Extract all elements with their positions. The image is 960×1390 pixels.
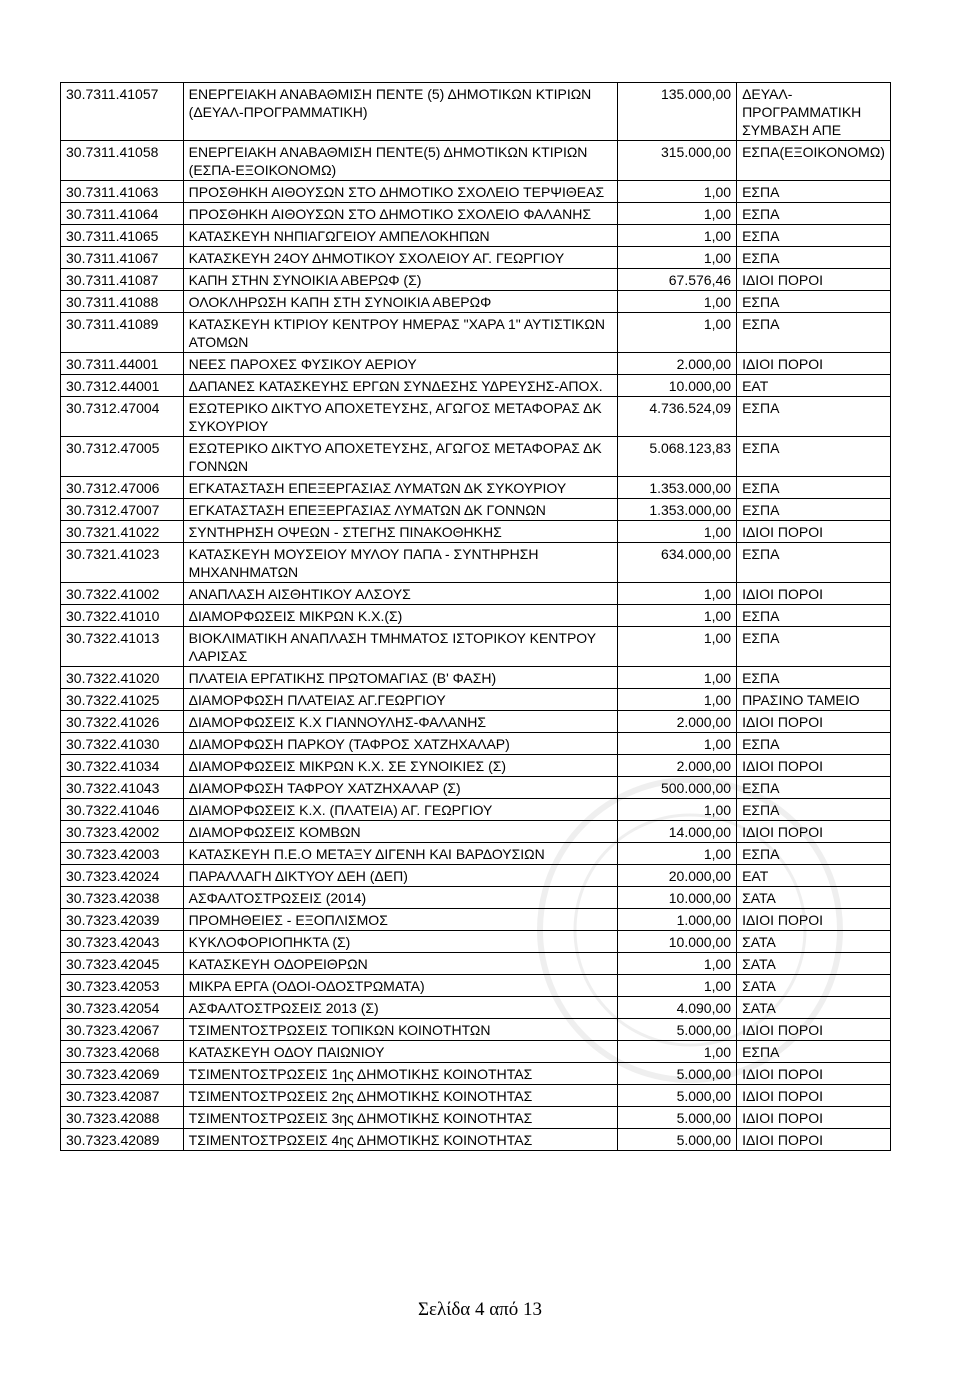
row-code: 30.7323.42087 [61,1085,184,1107]
table-row [61,733,891,755]
row-amount: 5.000,00 [617,1063,736,1085]
row-description: ΔΑΠΑΝΕΣ ΚΑΤΑΣΚΕΥΗΣ ΕΡΓΩΝ ΣΥΝΔΕΣΗΣ ΥΔΡΕΥΣΗΣ-ΑΠΟΧ. [183,375,617,397]
table-row [61,499,891,521]
row-funding-source: ΕΣΠΑ [737,499,891,521]
table-row [61,477,891,499]
row-funding-source: ΙΔΙΟΙ ΠΟΡΟΙ [737,755,891,777]
table-row [61,375,891,397]
table-row [61,843,891,865]
row-amount: 1,00 [617,225,736,247]
row-description: ΠΡΟΣΘΗΚΗ ΑΙΘΟΥΣΩΝ ΣΤΟ ΔΗΜΟΤΙΚΟ ΣΧΟΛΕΙΟ ΤΕΡΨΙΘΕΑΣ [183,181,617,203]
row-code: 30.7321.41023 [61,543,184,583]
row-funding-source: ΕΣΠΑ [737,667,891,689]
table-row [61,777,891,799]
row-amount: 10.000,00 [617,887,736,909]
row-funding-source: ΙΔΙΟΙ ΠΟΡΟΙ [737,1085,891,1107]
row-funding-source: ΕΣΠΑ [737,437,891,477]
row-description: ΚΑΤΑΣΚΕΥΗ ΝΗΠΙΑΓΩΓΕΙΟΥ ΑΜΠΕΛΟΚΗΠΩΝ [183,225,617,247]
row-code: 30.7323.42054 [61,997,184,1019]
row-code: 30.7323.42067 [61,1019,184,1041]
row-funding-source: ΕΣΠΑ [737,799,891,821]
row-funding-source: ΕΣΠΑ [737,627,891,667]
table-row [61,141,891,181]
table-row [61,627,891,667]
row-funding-source: ΕΣΠΑ [737,397,891,437]
row-description: ΚΥΚΛΟΦΟΡΙΟΠΗΚΤΑ (Σ) [183,931,617,953]
row-amount: 4.736.524,09 [617,397,736,437]
row-funding-source: ΣΑΤΑ [737,887,891,909]
row-amount: 634.000,00 [617,543,736,583]
row-description: ΕΓΚΑΤΑΣΤΑΣΗ ΕΠΕΞΕΡΓΑΣΙΑΣ ΛΥΜΑΤΩΝ ΔΚ ΓΟΝΝΩΝ [183,499,617,521]
row-amount: 1,00 [617,181,736,203]
row-code: 30.7312.44001 [61,375,184,397]
budget-table-body [61,83,891,1151]
row-code: 30.7312.47005 [61,437,184,477]
row-funding-source: ΙΔΙΟΙ ΠΟΡΟΙ [737,1107,891,1129]
row-amount: 1,00 [617,247,736,269]
table-row [61,181,891,203]
row-description: ΚΑΤΑΣΚΕΥΗ Π.Ε.Ο ΜΕΤΑΞΥ ΔΙΓΕΝΗ ΚΑΙ ΒΑΡΔΟΥΣΙΩΝ [183,843,617,865]
row-code: 30.7322.41013 [61,627,184,667]
table-row [61,247,891,269]
row-amount: 14.000,00 [617,821,736,843]
row-description: ΔΙΑΜΟΡΦΩΣΗ ΠΑΡΚΟΥ (ΤΑΦΡΟΣ ΧΑΤΖΗΧΑΛΑΡ) [183,733,617,755]
row-amount: 1.353.000,00 [617,477,736,499]
row-code: 30.7322.41025 [61,689,184,711]
table-row [61,353,891,375]
table-row [61,1063,891,1085]
row-funding-source: ΕΣΠΑ [737,477,891,499]
row-description: ΕΓΚΑΤΑΣΤΑΣΗ ΕΠΕΞΕΡΓΑΣΙΑΣ ΛΥΜΑΤΩΝ ΔΚ ΣΥΚΟΥΡΙΟΥ [183,477,617,499]
table-row [61,543,891,583]
table-row [61,909,891,931]
row-code: 30.7322.41034 [61,755,184,777]
table-row [61,931,891,953]
row-amount: 5.000,00 [617,1129,736,1151]
row-amount: 10.000,00 [617,931,736,953]
row-description: ΠΡΟΜΗΘΕΙΕΣ - ΕΞΟΠΛΙΣΜΟΣ [183,909,617,931]
row-amount: 4.090,00 [617,997,736,1019]
row-description: ΤΣΙΜΕΝΤΟΣΤΡΩΣΕΙΣ 2ης ΔΗΜΟΤΙΚΗΣ ΚΟΙΝΟΤΗΤΑΣ [183,1085,617,1107]
row-funding-source: ΙΔΙΟΙ ΠΟΡΟΙ [737,1019,891,1041]
row-code: 30.7323.42038 [61,887,184,909]
row-funding-source: ΕΣΠΑ [737,843,891,865]
row-description: ΕΣΩΤΕΡΙΚΟ ΔΙΚΤΥΟ ΑΠΟΧΕΤΕΥΣΗΣ, ΑΓΩΓΟΣ ΜΕΤΑΦΟΡΑΣ ΔΚ ΓΟΝΝΩΝ [183,437,617,477]
table-row [61,291,891,313]
row-funding-source: ΕΣΠΑ [737,777,891,799]
budget-table [60,82,891,1151]
row-amount: 1,00 [617,203,736,225]
table-row [61,1129,891,1151]
table-row [61,821,891,843]
row-description: ΔΙΑΜΟΡΦΩΣΕΙΣ Κ.Χ. (ΠΛΑΤΕΙΑ) ΑΓ. ΓΕΩΡΓΙΟΥ [183,799,617,821]
row-description: ΤΣΙΜΕΝΤΟΣΤΡΩΣΕΙΣ 4ης ΔΗΜΟΤΙΚΗΣ ΚΟΙΝΟΤΗΤΑΣ [183,1129,617,1151]
row-funding-source: ΕΣΠΑ [737,181,891,203]
row-amount: 500.000,00 [617,777,736,799]
row-description: ΝΕΕΣ ΠΑΡΟΧΕΣ ΦΥΣΙΚΟΥ ΑΕΡΙΟΥ [183,353,617,375]
table-row [61,225,891,247]
row-funding-source: ΙΔΙΟΙ ΠΟΡΟΙ [737,1063,891,1085]
row-amount: 315.000,00 [617,141,736,181]
table-row [61,1107,891,1129]
row-amount: 1.000,00 [617,909,736,931]
row-amount: 5.000,00 [617,1019,736,1041]
row-code: 30.7323.42043 [61,931,184,953]
row-amount: 5.000,00 [617,1107,736,1129]
row-description: ΑΝΑΠΛΑΣΗ ΑΙΣΘΗΤΙΚΟΥ ΑΛΣΟΥΣ [183,583,617,605]
row-description: ΔΙΑΜΟΡΦΩΣΕΙΣ Κ.Χ ΓΙΑΝΝΟΥΛΗΣ-ΦΑΛΑΝΗΣ [183,711,617,733]
table-row [61,269,891,291]
row-code: 30.7312.47007 [61,499,184,521]
row-code: 30.7312.47006 [61,477,184,499]
row-description: ΚΑΤΑΣΚΕΥΗ ΜΟΥΣΕΙΟΥ ΜΥΛΟΥ ΠΑΠΑ - ΣΥΝΤΗΡΗΣΗ ΜΗΧΑΝΗΜΑΤΩΝ [183,543,617,583]
row-code: 30.7311.41065 [61,225,184,247]
row-amount: 1,00 [617,583,736,605]
row-code: 30.7322.41043 [61,777,184,799]
row-code: 30.7311.41088 [61,291,184,313]
row-funding-source: ΙΔΙΟΙ ΠΟΡΟΙ [737,711,891,733]
row-funding-source: ΕΣΠΑ [737,605,891,627]
row-code: 30.7311.41064 [61,203,184,225]
row-description: ΟΛΟΚΛΗΡΩΣΗ ΚΑΠΗ ΣΤΗ ΣΥΝΟΙΚΙΑ ΑΒΕΡΩΦ [183,291,617,313]
row-code: 30.7311.41087 [61,269,184,291]
row-description: ΤΣΙΜΕΝΤΟΣΤΡΩΣΕΙΣ 3ης ΔΗΜΟΤΙΚΗΣ ΚΟΙΝΟΤΗΤΑΣ [183,1107,617,1129]
row-amount: 1,00 [617,843,736,865]
table-row [61,711,891,733]
table-row [61,1019,891,1041]
row-description: ΑΣΦΑΛΤΟΣΤΡΩΣΕΙΣ (2014) [183,887,617,909]
row-funding-source: ΙΔΙΟΙ ΠΟΡΟΙ [737,821,891,843]
row-funding-source: ΙΔΙΟΙ ΠΟΡΟΙ [737,353,891,375]
row-code: 30.7323.42069 [61,1063,184,1085]
row-funding-source: ΙΔΙΟΙ ΠΟΡΟΙ [737,1129,891,1151]
row-funding-source: ΙΔΙΟΙ ΠΟΡΟΙ [737,583,891,605]
table-row [61,1041,891,1063]
row-code: 30.7322.41046 [61,799,184,821]
row-description: ΜΙΚΡΑ ΕΡΓΑ (ΟΔΟΙ-ΟΔΟΣΤΡΩΜΑΤΑ) [183,975,617,997]
row-amount: 1,00 [617,627,736,667]
row-funding-source: ΕΣΠΑ [737,247,891,269]
row-funding-source: ΕΣΠΑ [737,203,891,225]
row-amount: 1,00 [617,733,736,755]
row-description: ΚΑΤΑΣΚΕΥΗ ΟΔΟΥ ΠΑΙΩΝΙΟΥ [183,1041,617,1063]
row-funding-source: ΕΣΠΑ [737,733,891,755]
row-funding-source: ΕΣΠΑ [737,291,891,313]
row-description: ΤΣΙΜΕΝΤΟΣΤΡΩΣΕΙΣ ΤΟΠΙΚΩΝ ΚΟΙΝΟΤΗΤΩΝ [183,1019,617,1041]
row-amount: 2.000,00 [617,353,736,375]
table-row [61,755,891,777]
table-row [61,437,891,477]
row-description: ΚΑΠΗ ΣΤΗΝ ΣΥΝΟΙΚΙΑ ΑΒΕΡΩΦ (Σ) [183,269,617,291]
table-row [61,997,891,1019]
row-code: 30.7322.41002 [61,583,184,605]
row-code: 30.7322.41030 [61,733,184,755]
row-funding-source: ΙΔΙΟΙ ΠΟΡΟΙ [737,269,891,291]
row-amount: 1,00 [617,667,736,689]
row-code: 30.7323.42002 [61,821,184,843]
row-code: 30.7321.41022 [61,521,184,543]
row-code: 30.7323.42068 [61,1041,184,1063]
row-description: ΔΙΑΜΟΡΦΩΣΗ ΤΑΦΡΟΥ ΧΑΤΖΗΧΑΛΑΡ (Σ) [183,777,617,799]
row-description: ΠΛΑΤΕΙΑ ΕΡΓΑΤΙΚΗΣ ΠΡΩΤΟΜΑΓΙΑΣ (Β' ΦΑΣΗ) [183,667,617,689]
row-code: 30.7322.41026 [61,711,184,733]
table-row [61,667,891,689]
row-description: ΤΣΙΜΕΝΤΟΣΤΡΩΣΕΙΣ 1ης ΔΗΜΟΤΙΚΗΣ ΚΟΙΝΟΤΗΤΑΣ [183,1063,617,1085]
row-code: 30.7311.41063 [61,181,184,203]
row-code: 30.7312.47004 [61,397,184,437]
table-row [61,887,891,909]
row-description: ΚΑΤΑΣΚΕΥΗ 24ΟΥ ΔΗΜΟΤΙΚΟΥ ΣΧΟΛΕΙΟΥ ΑΓ. ΓΕΩΡΓΙΟΥ [183,247,617,269]
row-funding-source: ΕΣΠΑ [737,543,891,583]
row-code: 30.7323.42045 [61,953,184,975]
row-funding-source: ΠΡΑΣΙΝΟ ΤΑΜΕΙΟ [737,689,891,711]
row-funding-source: ΕΣΠΑ(ΕΞΟΙΚΟΝΟΜΩ) [737,141,891,181]
page-number: Σελίδα 4 από 13 [417,1299,543,1320]
row-amount: 1,00 [617,313,736,353]
row-funding-source: ΣΑΤΑ [737,997,891,1019]
table-row [61,689,891,711]
row-funding-source: ΣΑΤΑ [737,931,891,953]
row-description: ΔΙΑΜΟΡΦΩΣΗ ΠΛΑΤΕΙΑΣ ΑΓ.ΓΕΩΡΓΙΟΥ [183,689,617,711]
table-row [61,975,891,997]
row-funding-source: ΕΑΤ [737,375,891,397]
row-code: 30.7311.41058 [61,141,184,181]
table-row [61,583,891,605]
table-row [61,1085,891,1107]
row-description: ΔΙΑΜΟΡΦΩΣΕΙΣ ΜΙΚΡΩΝ Κ.Χ.(Σ) [183,605,617,627]
row-funding-source: ΕΣΠΑ [737,313,891,353]
row-description: ΔΙΑΜΟΡΦΩΣΕΙΣ ΚΟΜΒΩΝ [183,821,617,843]
row-funding-source: ΙΔΙΟΙ ΠΟΡΟΙ [737,909,891,931]
row-code: 30.7311.41067 [61,247,184,269]
row-funding-source: ΔΕΥΑΛ-ΠΡΟΓΡΑΜΜΑΤΙΚΗ ΣΥΜΒΑΣΗ ΑΠΕ [737,83,891,141]
row-amount: 1,00 [617,689,736,711]
table-row [61,799,891,821]
row-code: 30.7322.41010 [61,605,184,627]
row-amount: 1,00 [617,799,736,821]
row-description: ΒΙΟΚΛΙΜΑΤΙΚΗ ΑΝΑΠΛΑΣΗ ΤΜΗΜΑΤΟΣ ΙΣΤΟΡΙΚΟΥ ΚΕΝΤΡΟΥ ΛΑΡΙΣΑΣ [183,627,617,667]
row-description: ΠΡΟΣΘΗΚΗ ΑΙΘΟΥΣΩΝ ΣΤΟ ΔΗΜΟΤΙΚΟ ΣΧΟΛΕΙΟ ΦΑΛΑΝΗΣ [183,203,617,225]
row-funding-source: ΣΑΤΑ [737,953,891,975]
row-amount: 10.000,00 [617,375,736,397]
row-funding-source: ΙΔΙΟΙ ΠΟΡΟΙ [737,521,891,543]
row-code: 30.7323.42089 [61,1129,184,1151]
row-code: 30.7311.41057 [61,83,184,141]
row-description: ΣΥΝΤΗΡΗΣΗ ΟΨΕΩΝ - ΣΤΕΓΗΣ ΠΙΝΑΚΟΘΗΚΗΣ [183,521,617,543]
row-description: ΚΑΤΑΣΚΕΥΗ ΟΔΟΡΕΙΘΡΩΝ [183,953,617,975]
row-code: 30.7323.42088 [61,1107,184,1129]
row-description: ΠΑΡΑΛΛΑΓΗ ΔΙΚΤΥΟΥ ΔΕΗ (ΔΕΠ) [183,865,617,887]
table-row [61,521,891,543]
row-amount: 2.000,00 [617,711,736,733]
row-amount: 135.000,00 [617,83,736,141]
table-row [61,203,891,225]
row-amount: 1,00 [617,975,736,997]
row-amount: 1,00 [617,605,736,627]
row-description: ΕΝΕΡΓΕΙΑΚΗ ΑΝΑΒΑΘΜΙΣΗ ΠΕΝΤΕ (5) ΔΗΜΟΤΙΚΩΝ ΚΤΙΡΙΩΝ (ΔΕΥΑΛ-ΠΡΟΓΡΑΜΜΑΤΙΚΗ) [183,83,617,141]
table-row [61,605,891,627]
row-description: ΕΝΕΡΓΕΙΑΚΗ ΑΝΑΒΑΘΜΙΣΗ ΠΕΝΤΕ(5) ΔΗΜΟΤΙΚΩΝ ΚΤΙΡΙΩΝ (ΕΣΠΑ-ΕΞΟΙΚΟΝΟΜΩ) [183,141,617,181]
row-funding-source: ΕΣΠΑ [737,1041,891,1063]
row-amount: 67.576,46 [617,269,736,291]
row-amount: 2.000,00 [617,755,736,777]
row-amount: 20.000,00 [617,865,736,887]
row-amount: 1.353.000,00 [617,499,736,521]
row-amount: 1,00 [617,291,736,313]
row-description: ΔΙΑΜΟΡΦΩΣΕΙΣ ΜΙΚΡΩΝ Κ.Χ. ΣΕ ΣΥΝΟΙΚΙΕΣ (Σ) [183,755,617,777]
row-code: 30.7311.44001 [61,353,184,375]
row-amount: 5.068.123,83 [617,437,736,477]
row-amount: 5.000,00 [617,1085,736,1107]
row-code: 30.7323.42003 [61,843,184,865]
row-code: 30.7322.41020 [61,667,184,689]
row-funding-source: ΣΑΤΑ [737,975,891,997]
row-amount: 1,00 [617,521,736,543]
row-code: 30.7323.42053 [61,975,184,997]
row-amount: 1,00 [617,1041,736,1063]
table-row [61,953,891,975]
table-row [61,865,891,887]
row-code: 30.7323.42039 [61,909,184,931]
row-description: ΚΑΤΑΣΚΕΥΗ ΚΤΙΡΙΟΥ ΚΕΝΤΡΟΥ ΗΜΕΡΑΣ "ΧΑΡΑ 1" ΑΥΤΙΣΤΙΚΩΝ ΑΤΟΜΩΝ [183,313,617,353]
table-row [61,83,891,141]
table-row [61,313,891,353]
row-code: 30.7323.42024 [61,865,184,887]
row-code: 30.7311.41089 [61,313,184,353]
row-description: ΑΣΦΑΛΤΟΣΤΡΩΣΕΙΣ 2013 (Σ) [183,997,617,1019]
row-funding-source: ΕΣΠΑ [737,225,891,247]
table-row [61,397,891,437]
row-description: ΕΣΩΤΕΡΙΚΟ ΔΙΚΤΥΟ ΑΠΟΧΕΤΕΥΣΗΣ, ΑΓΩΓΟΣ ΜΕΤΑΦΟΡΑΣ ΔΚ ΣΥΚΟΥΡΙΟΥ [183,397,617,437]
row-funding-source: ΕΑΤ [737,865,891,887]
row-amount: 1,00 [617,953,736,975]
